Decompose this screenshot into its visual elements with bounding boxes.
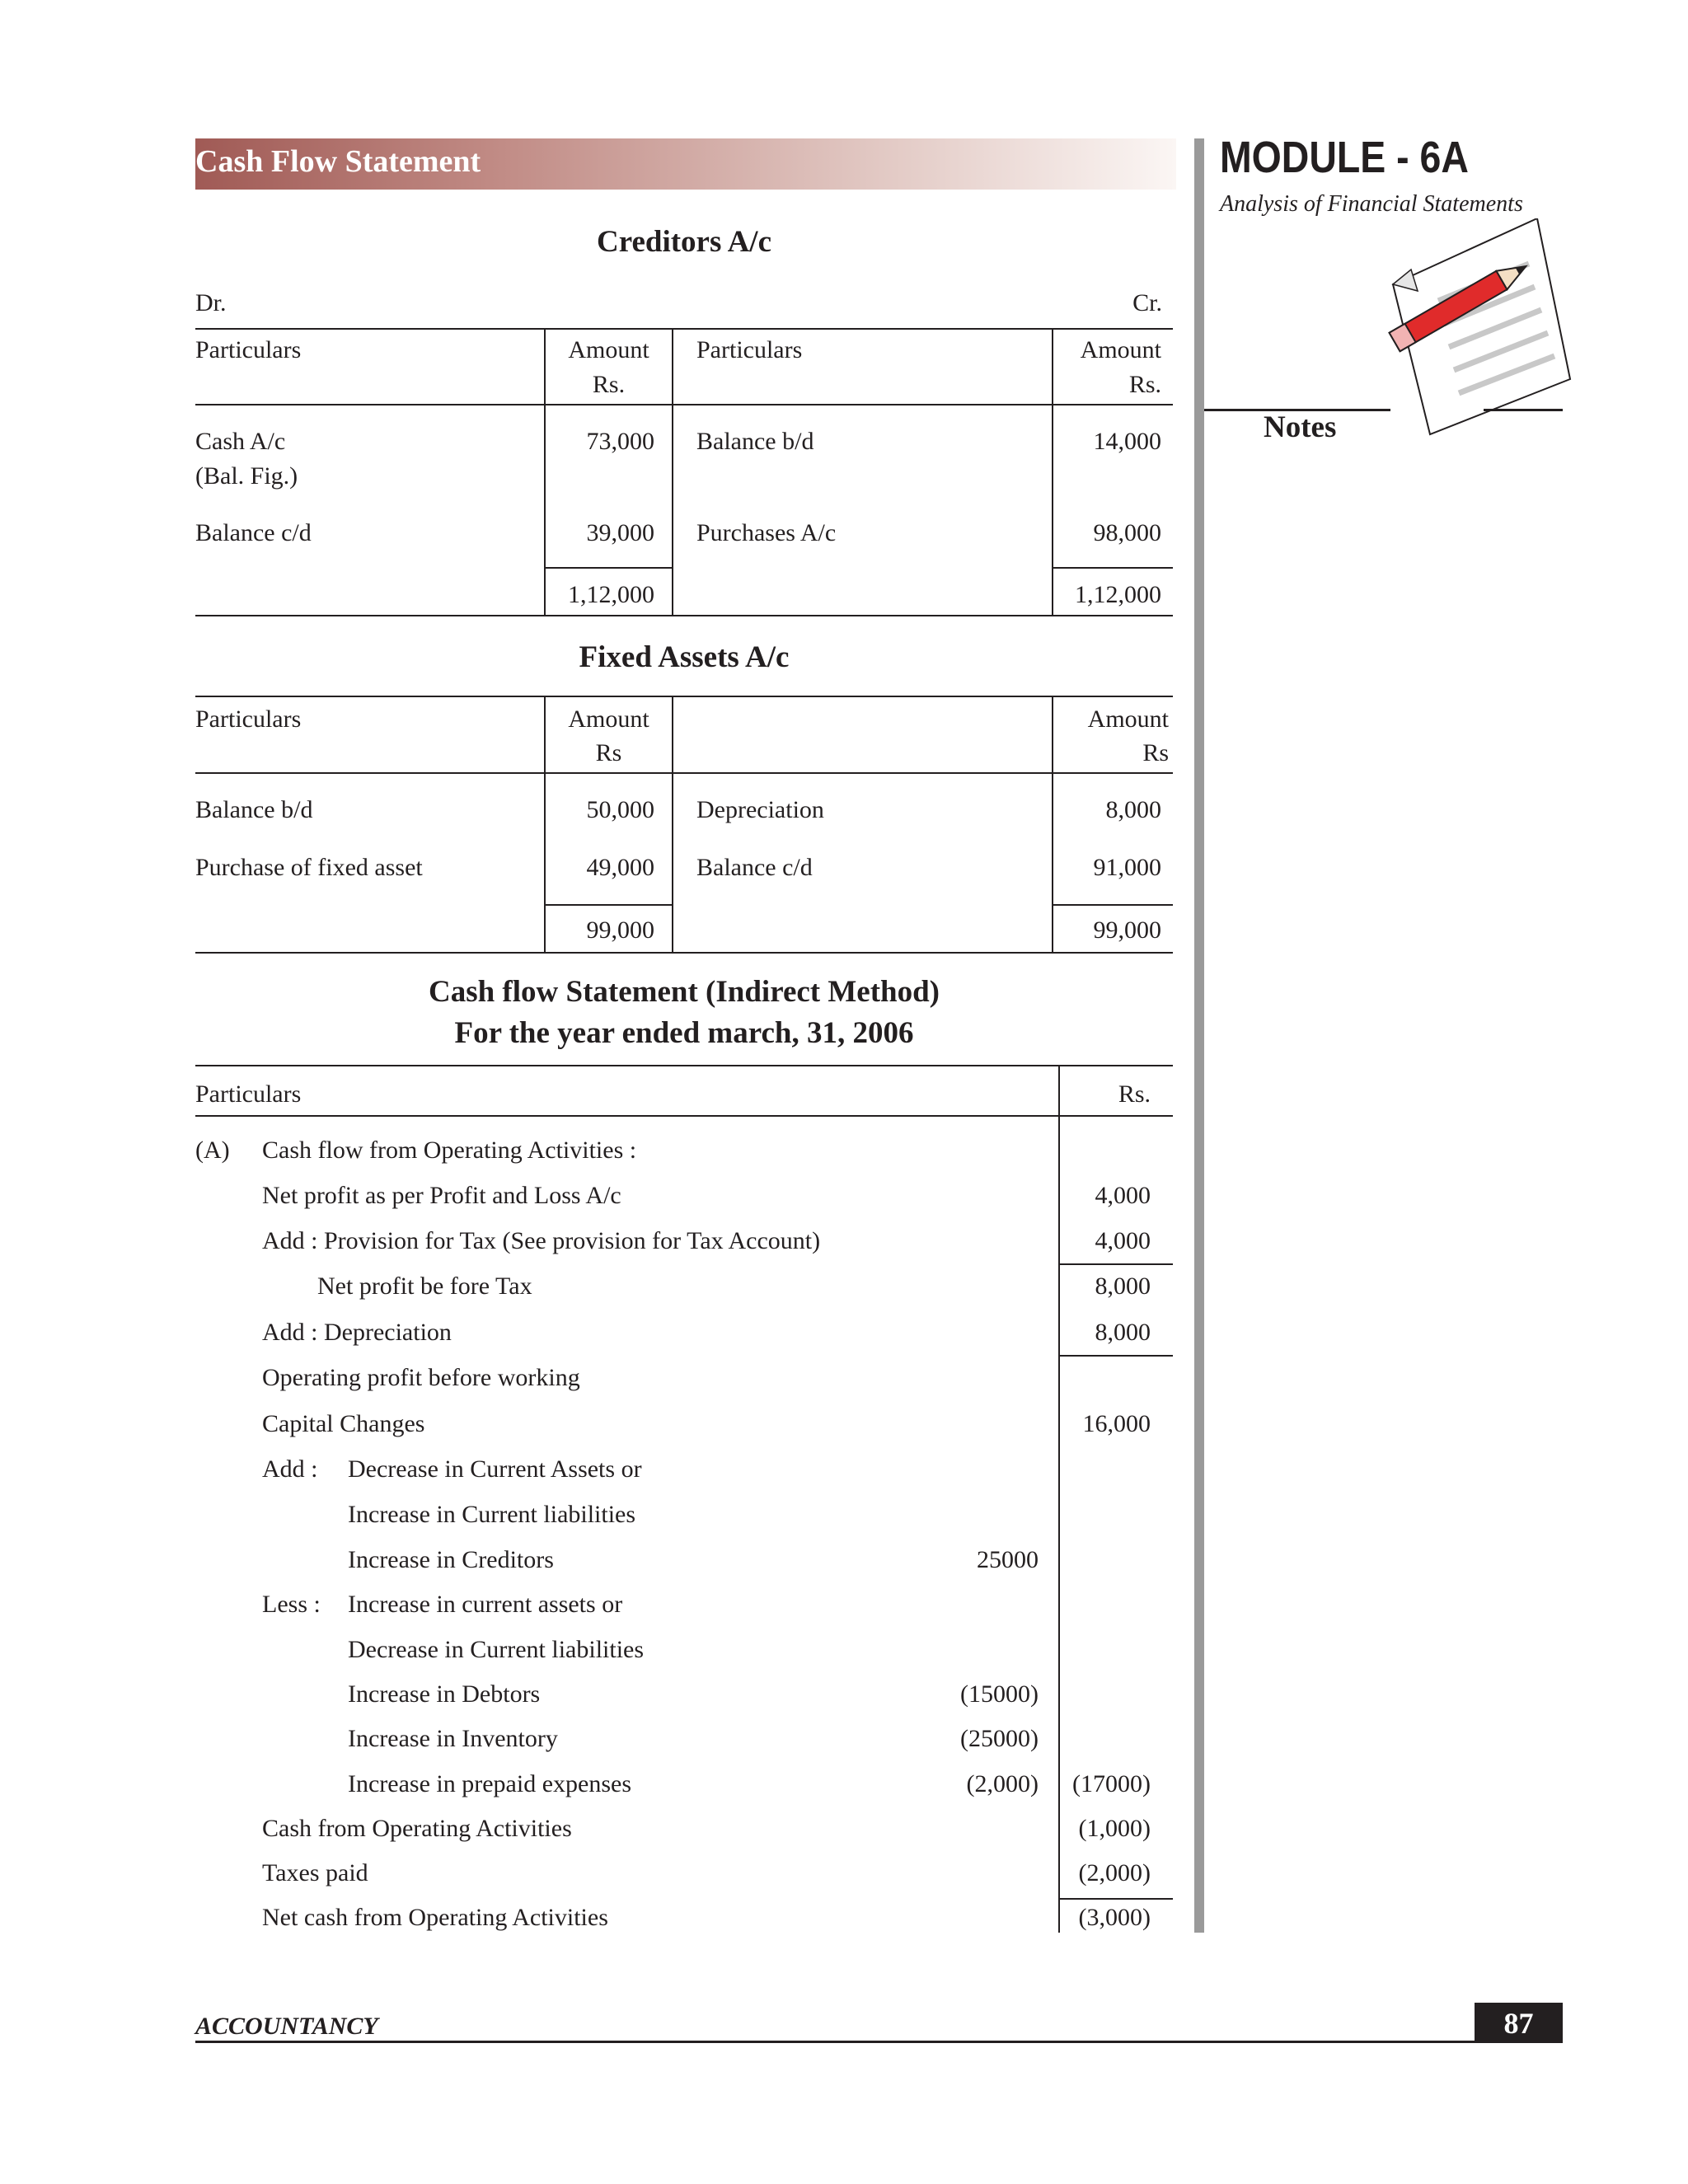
table-row-particular: Balance b/d: [195, 796, 313, 823]
credit-label: Cr.: [1132, 289, 1162, 316]
increase-creditors-value: 25000: [977, 1546, 1039, 1573]
add-tax-value: 4,000: [1095, 1227, 1151, 1254]
section-a-marker: (A): [195, 1137, 230, 1164]
debit-label: Dr.: [195, 289, 227, 316]
table-row-amount: 14,000: [1093, 428, 1161, 455]
table-row-particular: Cash A/c: [195, 428, 286, 455]
cash-from-ops-label: Cash from Operating Activities: [262, 1815, 572, 1842]
module-title: MODULE - 6A: [1220, 133, 1469, 182]
fixed-assets-col-rule-1: [544, 696, 546, 952]
table-row-particular: Balance b/d: [696, 428, 814, 455]
fixed-assets-header-amount-dr: Amount: [568, 705, 649, 733]
table-row-particular: Purchase of fixed asset: [195, 854, 423, 881]
add-line-2: Increase in Current liabilities: [348, 1501, 636, 1528]
fixed-assets-header-currency-cr: Rs: [1142, 739, 1169, 766]
add-depreciation-value: 8,000: [1095, 1319, 1151, 1346]
add-tax-label: Add : Provision for Tax (See provision for Tax Account): [262, 1227, 821, 1254]
fixed-assets-rule-bottom: [195, 952, 1173, 954]
increase-prepaid-label: Increase in prepaid expenses: [348, 1770, 632, 1797]
creditors-rule-header: [195, 404, 1173, 405]
creditors-col-rule-3: [1052, 328, 1053, 615]
section-title: Cash Flow Statement: [195, 144, 481, 179]
net-cash-value: (3,000): [1078, 1904, 1151, 1931]
creditors-col-rule-2: [672, 328, 673, 615]
fixed-assets-header-currency-dr: Rs: [595, 739, 622, 766]
table-row-amount: 49,000: [586, 854, 654, 881]
net-profit-value: 4,000: [1095, 1182, 1151, 1209]
creditors-header-currency-cr: Rs.: [1128, 371, 1161, 398]
notes-rule-right: [1484, 409, 1563, 411]
section-a-title: Cash flow from Operating Activities :: [262, 1137, 637, 1164]
table-row-particular: Depreciation: [696, 796, 824, 823]
fixed-assets-title: Fixed Assets A/c: [579, 640, 790, 674]
table-row-amount: 98,000: [1093, 519, 1161, 546]
cash-flow-rule-top: [195, 1065, 1173, 1066]
fixed-assets-rule-total-dr: [544, 904, 672, 906]
cash-flow-subtitle: For the year ended march, 31, 2006: [454, 1016, 914, 1050]
cash-flow-title: Cash flow Statement (Indirect Method): [428, 975, 940, 1009]
table-row-particular: Purchases A/c: [696, 519, 837, 546]
net-profit-label: Net profit as per Profit and Loss A/c: [262, 1182, 621, 1209]
fixed-assets-rule-top: [195, 696, 1173, 697]
before-tax-value: 8,000: [1095, 1272, 1151, 1300]
fixed-assets-col-rule-2: [672, 696, 673, 952]
operating-profit-label-1: Operating profit before working: [262, 1364, 580, 1391]
cash-flow-subtotal-rule-2: [1060, 1355, 1173, 1357]
add-depreciation-label: Add : Depreciation: [262, 1319, 452, 1346]
creditors-title: Creditors A/c: [596, 225, 772, 259]
fixed-assets-header-particulars: Particulars: [195, 705, 302, 733]
table-row-amount: 8,000: [1105, 796, 1161, 823]
creditors-rule-bottom: [195, 615, 1173, 616]
taxes-paid-label: Taxes paid: [262, 1859, 368, 1886]
cash-flow-subtotal-rule-1: [1060, 1263, 1173, 1265]
table-row-particular: Balance c/d: [696, 854, 813, 881]
creditors-rule-total-cr: [1053, 567, 1173, 569]
cash-flow-col-rule: [1058, 1065, 1060, 1933]
fixed-assets-rule-total-cr: [1053, 904, 1173, 906]
creditors-header-currency-dr: Rs.: [592, 371, 626, 398]
cash-flow-subtotal-rule-3: [1060, 1898, 1173, 1900]
less-line-1: Increase in current assets or: [348, 1591, 623, 1618]
increase-prepaid-value: (2,000): [966, 1770, 1039, 1797]
fixed-assets-total-dr: 99,000: [586, 916, 654, 944]
fixed-assets-total-cr: 99,000: [1093, 916, 1161, 944]
creditors-rule-total-dr: [544, 567, 672, 569]
creditors-rule-top: [195, 328, 1173, 330]
cash-flow-header-particulars: Particulars: [195, 1080, 302, 1108]
creditors-header-particulars-dr: Particulars: [195, 336, 302, 363]
table-row-amount: 73,000: [586, 428, 654, 455]
table-row-note: (Bal. Fig.): [195, 462, 298, 490]
page-number: 87: [1503, 2007, 1534, 2040]
add-prefix: Add :: [262, 1455, 318, 1483]
creditors-col-rule-1: [544, 328, 546, 615]
cash-flow-rule-header: [195, 1115, 1173, 1117]
cash-from-ops-value: (1,000): [1078, 1815, 1151, 1842]
section-header-bar: [195, 138, 1176, 190]
fixed-assets-rule-header: [195, 772, 1173, 774]
add-line-1: Decrease in Current Assets or: [348, 1455, 642, 1483]
margin-divider: [1194, 138, 1204, 1933]
creditors-header-particulars-cr: Particulars: [696, 336, 803, 363]
module-subtitle: Analysis of Financial Statements: [1220, 191, 1523, 217]
less-line-2: Decrease in Current liabilities: [348, 1636, 645, 1663]
operating-profit-label-2: Capital Changes: [262, 1410, 425, 1437]
operating-profit-value: 16,000: [1082, 1410, 1151, 1437]
notes-label: Notes: [1264, 410, 1337, 444]
increase-creditors-label: Increase in Creditors: [348, 1546, 554, 1573]
table-row-amount: 50,000: [586, 796, 654, 823]
fixed-assets-col-rule-3: [1052, 696, 1053, 952]
footer-rule: [195, 2041, 1563, 2043]
creditors-header-amount-dr: Amount: [568, 336, 649, 363]
footer-subject: ACCOUNTANCY: [195, 2013, 378, 2040]
table-row-particular: Balance c/d: [195, 519, 312, 546]
table-row-amount: 39,000: [586, 519, 654, 546]
cash-flow-header-rs: Rs.: [1118, 1080, 1151, 1108]
increase-debtors-label: Increase in Debtors: [348, 1680, 541, 1708]
net-cash-label: Net cash from Operating Activities: [262, 1904, 608, 1931]
creditors-header-amount-cr: Amount: [1080, 336, 1161, 363]
working-capital-total-value: (17000): [1072, 1770, 1151, 1797]
less-prefix: Less :: [262, 1591, 321, 1618]
increase-inventory-label: Increase in Inventory: [348, 1725, 558, 1752]
page-number-box: [1475, 2003, 1563, 2042]
creditors-total-dr: 1,12,000: [568, 581, 654, 608]
increase-inventory-value: (25000): [960, 1725, 1039, 1752]
taxes-paid-value: (2,000): [1078, 1859, 1151, 1886]
before-tax-label: Net profit be fore Tax: [317, 1272, 532, 1300]
creditors-total-cr: 1,12,000: [1075, 581, 1161, 608]
table-row-amount: 91,000: [1093, 854, 1161, 881]
increase-debtors-value: (15000): [960, 1680, 1039, 1708]
fixed-assets-header-amount-cr: Amount: [1087, 705, 1169, 733]
